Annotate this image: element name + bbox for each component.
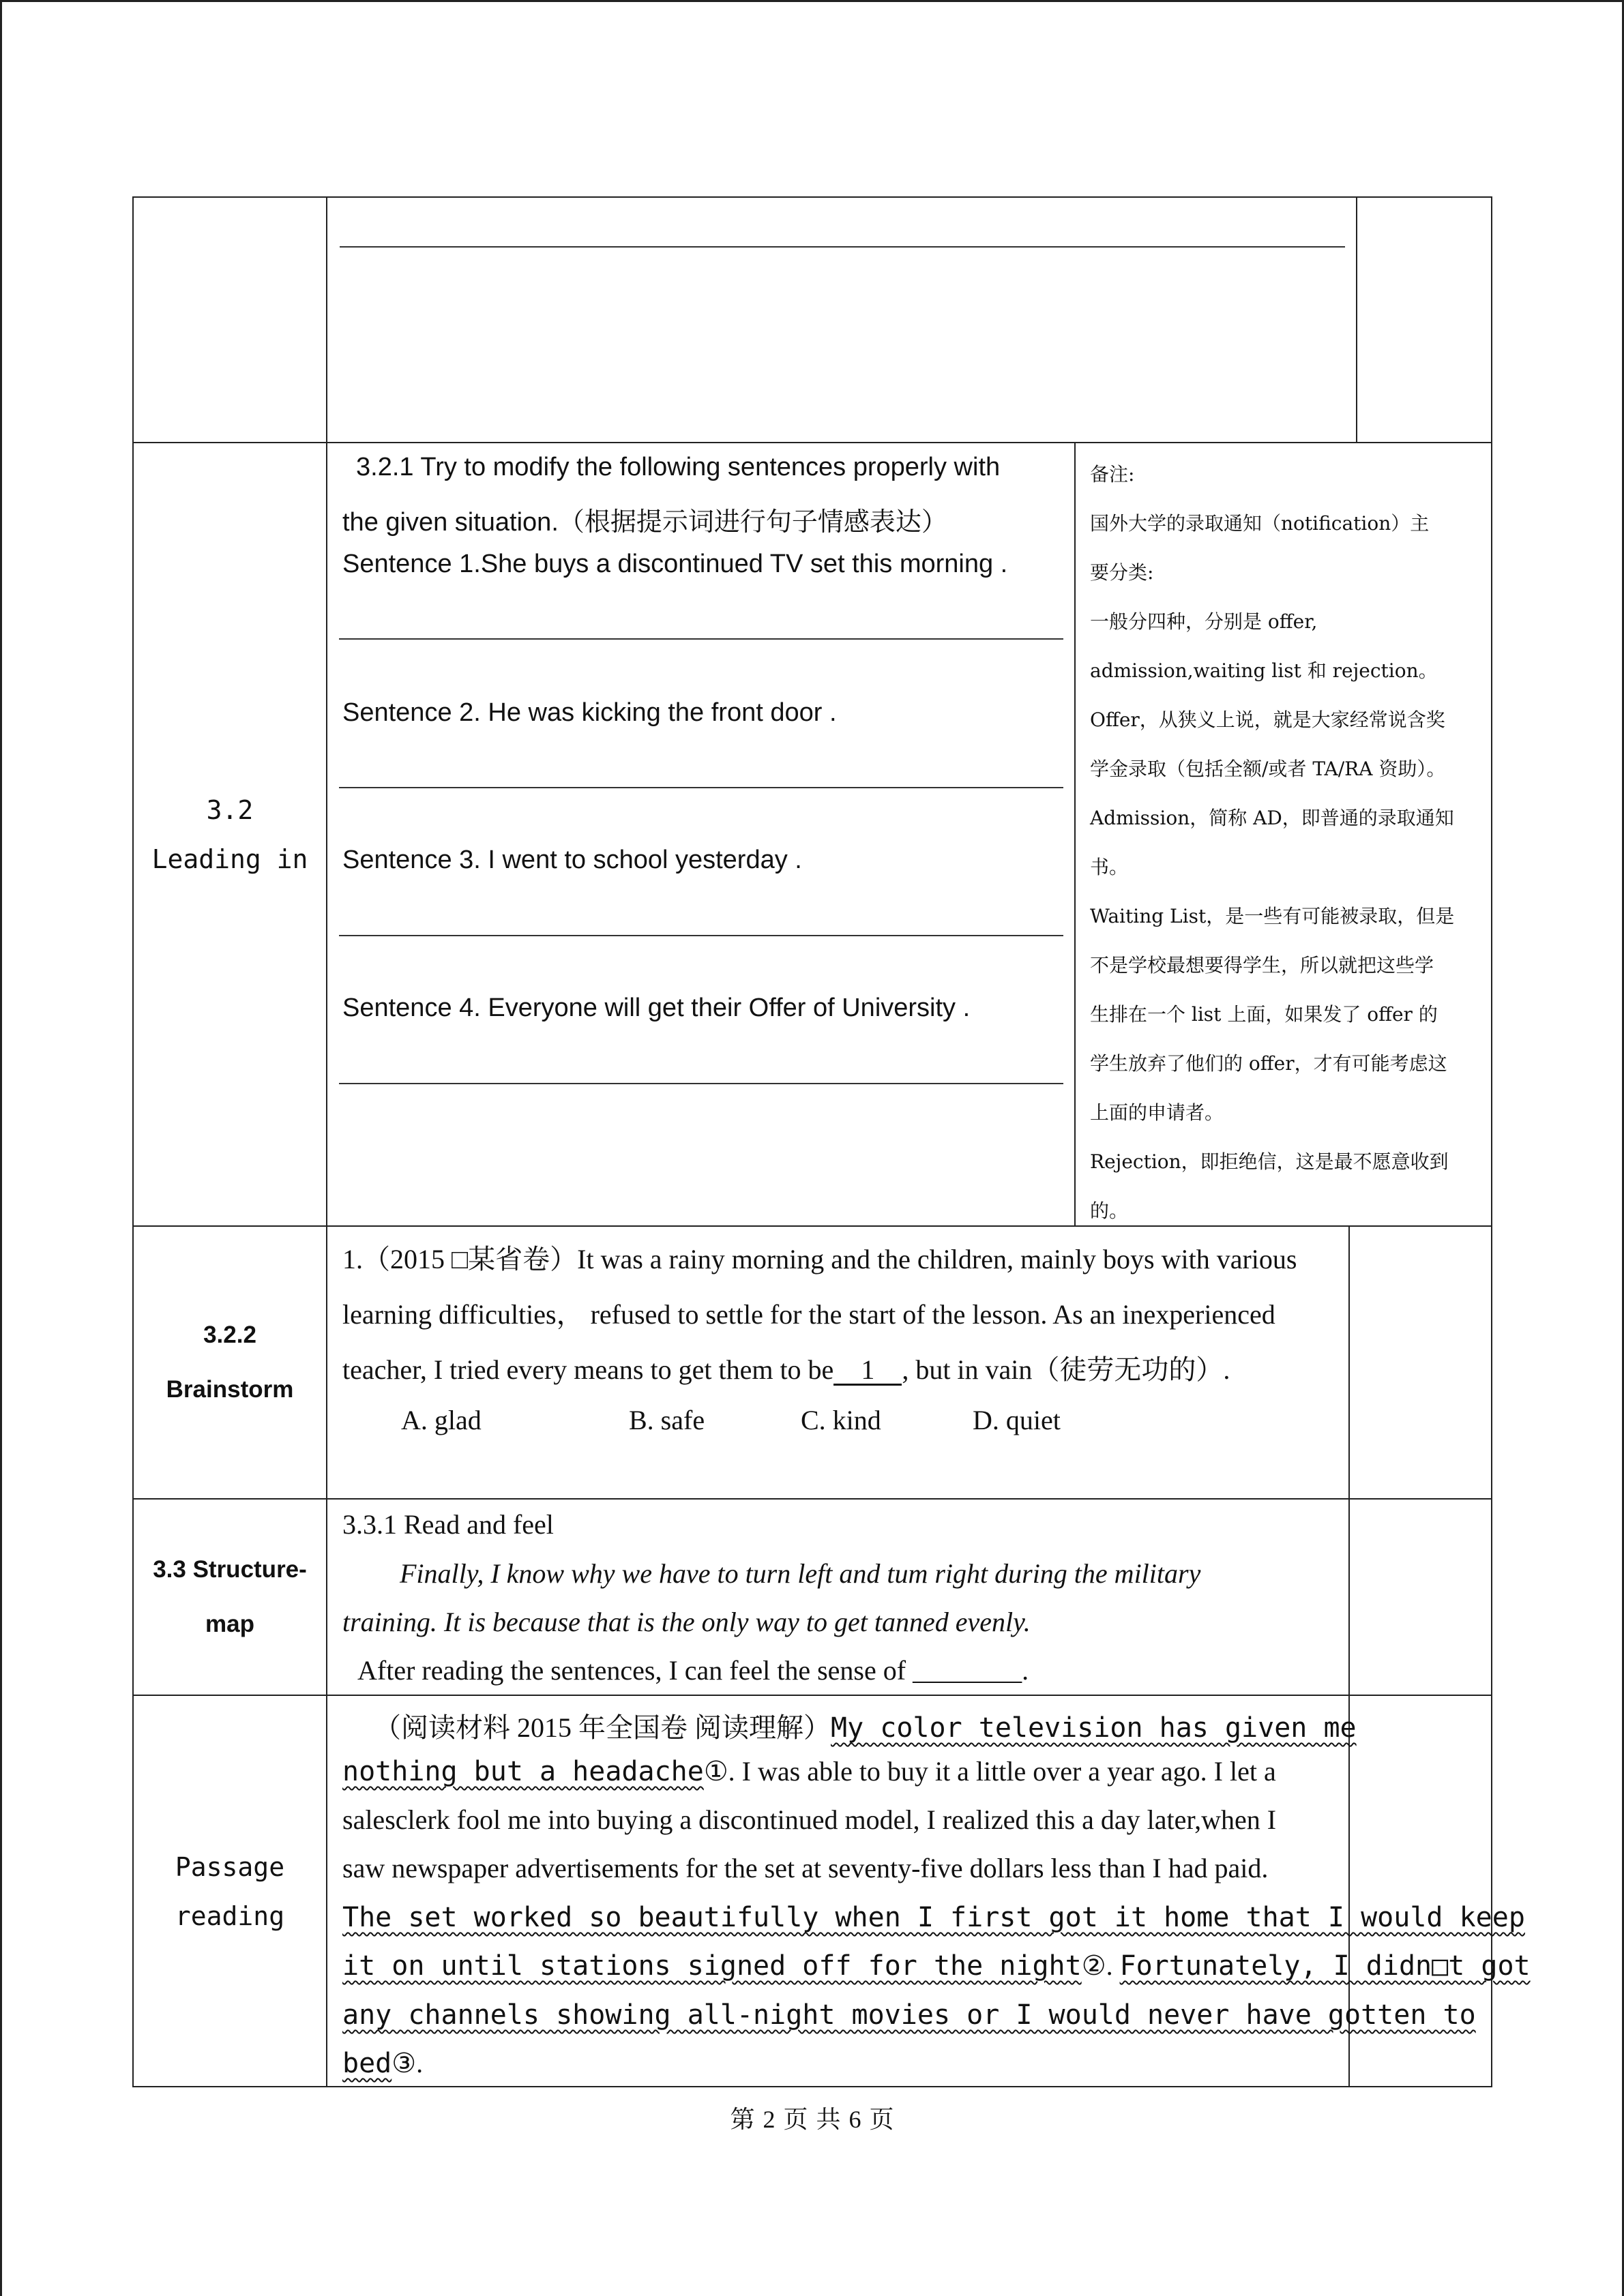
row-number: 3.3 Structure- (153, 1556, 307, 1583)
question-line (342, 1348, 1230, 1387)
notes-line: Offer，从狭义上说，就是大家经常说含奖 (1090, 709, 1445, 731)
row-title: Brainstorm (166, 1376, 294, 1403)
circled-number: ② (1081, 1950, 1106, 1981)
row-number: 3.2 (206, 794, 254, 825)
column-divider (1356, 196, 1357, 442)
question-line: 1.（2015 □某省卷）It was a rainy morning and the children, mainly boys with various (342, 1244, 1297, 1274)
passage-line: it on until stations signed off for the night②. Fortunately, I didn□t got (342, 1950, 1531, 1982)
highlighted-sentence: The set worked so beautifully when I first got it home that I would keep (342, 1902, 1525, 1933)
row-label-brainstorm (134, 1227, 326, 1498)
option-b[interactable]: B. safe (629, 1405, 705, 1435)
passage-line (342, 1755, 1276, 1787)
answer-line (339, 787, 1063, 788)
circled-number: ① (703, 1756, 728, 1787)
highlighted-sentence: bed (342, 2048, 392, 2079)
answer-line (339, 935, 1063, 936)
notes-line: Admission，简称 AD，即普通的录取通知 (1090, 807, 1454, 829)
question-text: teacher, I tried every means to get them to be (342, 1354, 834, 1385)
footer-text: 第 (730, 2106, 755, 2133)
row-title: reading (175, 1901, 285, 1931)
section-heading: 3.3.1 Read and feel (342, 1509, 554, 1540)
question-line: learning difficulties， refused to settle for the start of the lesson. As an inexperienced (342, 1299, 1275, 1330)
question-text: , but in vain（徒劳无功的）. (902, 1354, 1230, 1385)
notes-line: 的。 (1090, 1199, 1129, 1222)
passage-line (342, 1901, 1525, 1933)
passage-text: . I was able to buy it a little over a year ago. I let a (728, 1756, 1276, 1787)
highlighted-sentence: My color television has given me (831, 1712, 1357, 1744)
response-prompt: After reading the sentences, I can feel the sense of ________. (357, 1655, 1029, 1686)
notes-line: 学生放弃了他们的 offer，才有可能考虑这 (1090, 1052, 1447, 1075)
notes-line: 学金录取（包括全额/或者 TA/RA 资助）。 (1090, 758, 1446, 780)
quote-line: Finally, I know why we have to turn left and tum right during the military (400, 1558, 1201, 1589)
row-label-leading-in (134, 443, 326, 1225)
notes-line: 国外大学的录取通知（notification）主 (1090, 512, 1430, 535)
notes-line: 生排在一个 list 上面，如果发了 offer 的 (1090, 1003, 1438, 1026)
row-number: 3.2.2 (203, 1322, 256, 1348)
notes-line: 上面的申请者。 (1090, 1101, 1224, 1124)
passage-line (374, 1706, 1357, 1745)
notes-line: 要分类: (1090, 561, 1154, 584)
highlighted-sentence: it on until stations signed off for the night (342, 1950, 1082, 1982)
footer-text: 页 (869, 2106, 894, 2133)
total-page-number: 6 (848, 2106, 861, 2133)
sentence-1: Sentence 1.She buys a discontinued TV set this morning . (342, 550, 1008, 578)
passage-line: saw newspaper advertisements for the set at seventy-five dollars less than I had paid. (342, 1853, 1269, 1883)
row-divider (132, 442, 1492, 443)
answer-line (339, 638, 1063, 640)
notes-line: admission,waiting list 和 rejection。 (1090, 659, 1438, 682)
answer-line (339, 1083, 1063, 1084)
footer-text: 共 (816, 2106, 841, 2133)
notes-line: Rejection，即拒绝信，这是最不愿意收到 (1090, 1150, 1449, 1173)
row-label-structure-map (134, 1500, 326, 1695)
option-d[interactable]: D. quiet (973, 1405, 1061, 1435)
sentence-3: Sentence 3. I went to school yesterday . (342, 846, 802, 874)
notes-line: 书。 (1090, 856, 1129, 878)
row-divider (132, 1498, 1492, 1500)
passage-source: （阅读材料 2015 年全国卷 阅读理解） (374, 1712, 831, 1743)
row-label-passage-reading (134, 1696, 326, 2087)
sentence-2: Sentence 2. He was kicking the front door . (342, 698, 837, 727)
highlighted-sentence: any channels showing all-night movies or I would never have gotten to (342, 1999, 1476, 2031)
option-a[interactable]: A. glad (401, 1405, 482, 1435)
passage-line (342, 1999, 1476, 2031)
notes-box (1090, 450, 1486, 1236)
page-left-edge (0, 0, 2, 2296)
notes-line: 一般分四种，分别是 offer, (1090, 610, 1318, 633)
row-title: Passage (175, 1852, 285, 1882)
page-top-edge (0, 0, 1624, 2)
footer-text: 页 (783, 2106, 808, 2133)
task-instruction-cont: the given situation.（根据提示词进行句子情感表达） (342, 508, 947, 537)
quote-line: training. It is because that is the only way to get tanned evenly. (342, 1607, 1031, 1637)
option-c[interactable]: C. kind (801, 1405, 881, 1435)
passage-line: salesclerk fool me into buying a discontinued model, I realized this a day later,when I (342, 1804, 1277, 1835)
sentence-4: Sentence 4. Everyone will get their Offer of University . (342, 994, 971, 1022)
notes-line: 不是学校最想要得学生，所以就把这些学 (1090, 954, 1434, 976)
answer-blank[interactable]: 1 (833, 1356, 902, 1386)
column-divider (326, 196, 327, 2087)
task-instruction: 3.2.1 Try to modify the following sentences properly with (356, 453, 1001, 481)
notes-line: Waiting List，是一些有可能被录取，但是 (1090, 905, 1455, 927)
passage-line: bed③. (342, 2048, 424, 2079)
circled-number: ③ (392, 2048, 417, 2078)
page-footer (0, 2100, 1624, 2135)
answer-line (340, 246, 1345, 248)
row-title: Leading in (151, 844, 308, 874)
row-divider (132, 1695, 1492, 1696)
highlighted-sentence: nothing but a headache (342, 1756, 704, 1787)
notes-line: 备注: (1090, 463, 1135, 486)
highlighted-sentence: Fortunately, I didn□t got (1119, 1950, 1531, 1982)
row-title: map (205, 1611, 254, 1637)
current-page-number: 2 (763, 2106, 776, 2133)
column-divider (1074, 442, 1076, 1225)
